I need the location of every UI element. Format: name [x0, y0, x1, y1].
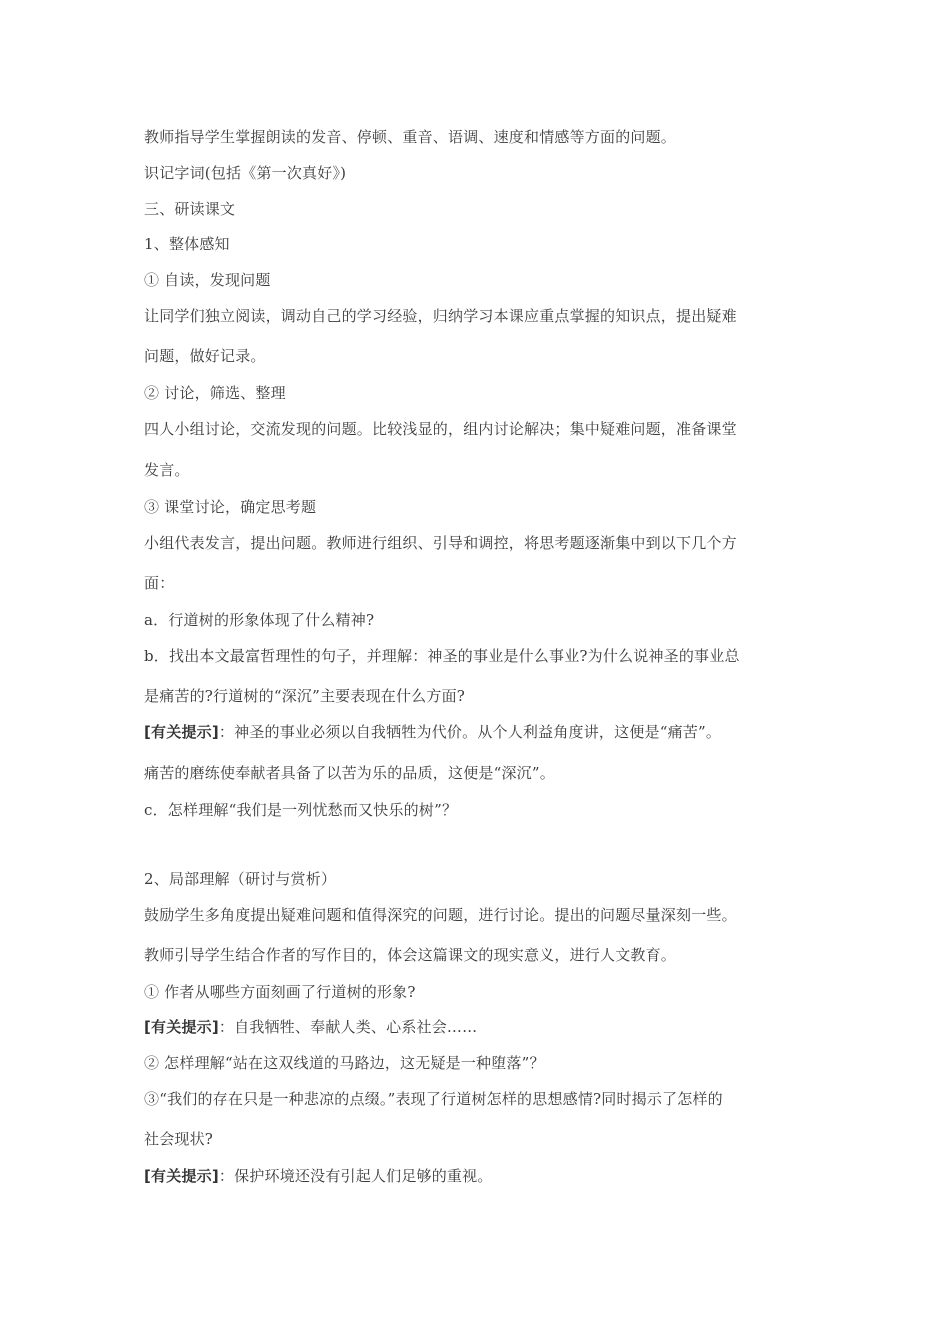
paragraph: 小组代表发言，提出问题。教师进行组织、引导和调控，将思考题逐渐集中到以下几个方 [144, 534, 737, 552]
paragraph: 让同学们独立阅读，调动自己的学习经验，归纳学习本课应重点掌握的知识点，提出疑难 [144, 307, 737, 325]
list-item: b．找出本文最富哲理性的句子，并理解：神圣的事业是什么事业?为什么说神圣的事业总 [144, 647, 740, 665]
hint-text: ：神圣的事业必须以自我牺牲为代价。从个人利益角度讲，这便是“痛苦”。 [218, 723, 722, 741]
list-item: ① 自读，发现问题 [144, 271, 271, 289]
hint-line [144, 1016, 814, 1038]
list-item: ③ 课堂讨论，确定思考题 [144, 498, 317, 516]
paragraph: 教师引导学生结合作者的写作目的，体会这篇课文的现实意义，进行人文教育。 [144, 946, 677, 964]
hint-label: [有关提示] [144, 1018, 219, 1036]
paragraph: 鼓励学生多角度提出疑难问题和值得深究的问题，进行讨论。提出的问题尽量深刻一些。 [144, 906, 737, 924]
paragraph: 发言。 [144, 461, 190, 479]
paragraph: 教师指导学生掌握朗读的发音、停顿、重音、语调、速度和情感等方面的问题。 [144, 128, 677, 146]
list-item: ② 讨论，筛选、整理 [144, 384, 286, 402]
hint-label: [有关提示] [144, 1167, 219, 1185]
list-item: a．行道树的形象体现了什么精神? [144, 611, 375, 629]
paragraph: 面： [144, 574, 175, 592]
paragraph: 痛苦的磨练使奉献者具备了以苦为乐的品质，这便是“深沉”。 [144, 764, 555, 782]
hint-label: [有关提示] [144, 723, 219, 741]
paragraph: 是痛苦的?行道树的“深沉”主要表现在什么方面? [144, 687, 466, 705]
paragraph: 问题，做好记录。 [144, 347, 266, 365]
list-item: ① 作者从哪些方面刻画了行道树的形象? [144, 983, 416, 1001]
hint-line [144, 721, 814, 743]
list-item: ② 怎样理解“站在这双线道的马路边，这无疑是一种堕落”？ [144, 1054, 545, 1072]
paragraph: 四人小组讨论，交流发现的问题。比较浅显的，组内讨论解决；集中疑难问题，准备课堂 [144, 420, 737, 438]
hint-line [144, 1165, 814, 1187]
paragraph: 识记字词(包括《第一次真好》) [144, 164, 347, 182]
hint-text: ：自我牺牲、奉献人类、心系社会…… [218, 1018, 478, 1036]
subsection-heading: 1、整体感知 [144, 235, 230, 253]
hint-text: ：保护环境还没有引起人们足够的重视。 [218, 1167, 493, 1185]
subsection-heading: 2、局部理解（研讨与赏析） [144, 870, 337, 888]
list-item: c．怎样理解“我们是一列忧愁而又快乐的树”？ [144, 801, 458, 819]
paragraph: 社会现状? [144, 1130, 214, 1148]
section-heading: 三、研读课文 [144, 200, 236, 218]
list-item: ③“我们的存在只是一种悲凉的点缀。”表现了行道树怎样的思想感情?同时揭示了怎样的 [144, 1090, 723, 1108]
